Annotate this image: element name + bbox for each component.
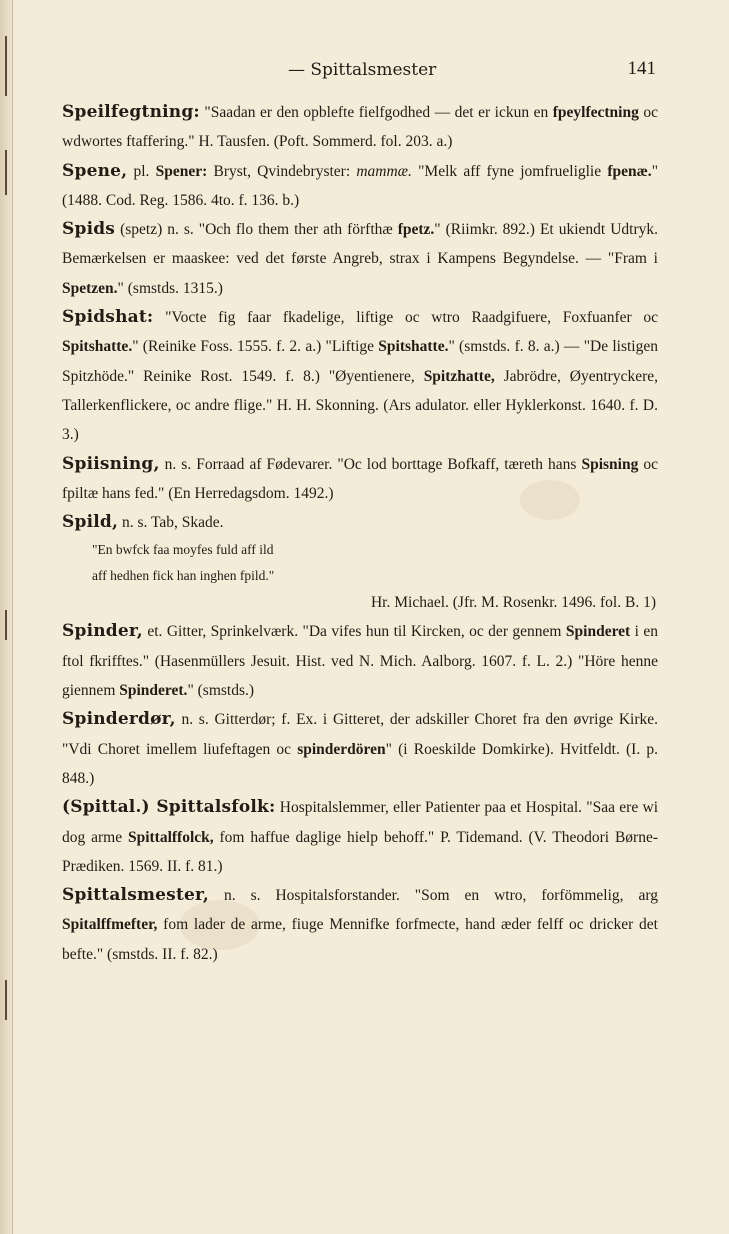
- entry-headword: Spidshat:: [62, 307, 154, 328]
- entry-text: n. s. Tab, Skade.: [118, 514, 224, 532]
- dictionary-entry: [62, 617, 658, 705]
- dictionary-entry: [62, 508, 658, 537]
- entry-headword: Spids: [62, 219, 116, 240]
- entry-headword: Speilfegtning:: [62, 102, 200, 122]
- entry-text: n. s. Gitterdør; f. Ex. i Gitteret, der adskiller Choret fra den øvrige Kirke. "Vdi Choret imellem liufeftagen oc: [62, 711, 658, 758]
- entry-text: "Vocte fig faar fkadelige, liftige oc wtro Raadgifuere, Foxfuanfer oc: [153, 309, 658, 327]
- italic-term: mammæ.: [356, 162, 412, 180]
- emphasized-citation: Spetzen.: [62, 279, 118, 297]
- page-binding-edge: [0, 0, 13, 1234]
- dictionary-entry: [62, 215, 658, 303]
- entry-text: Bryst, Qvindebryster:: [207, 162, 357, 180]
- verse-quote-line: "En bwfck faa moyfes fuld aff ild: [92, 542, 274, 558]
- quote-source: Hr. Michael. (Jfr. M. Rosenkr. 1496. fol. B. 1): [370, 594, 656, 612]
- verse-quote-line: aff hedhen fick han inghen fpild.": [92, 568, 275, 584]
- entry-text: et. Gitter, Sprinkelværk. "Da vifes hun til Kircken, oc der gennem: [142, 623, 566, 641]
- entry-text: Hospitalslemmer, eller Patienter paa et Hospital. "Saa ere wi dog arme: [62, 799, 658, 846]
- page-header: [66, 58, 658, 84]
- entry-text: Jabrödre, Øyentryckere, Tallerkenflickere, oc andre flige." H. H. Skonning. (Ars adulator. eller Hyklerkonst. 1640. f. D. 3.): [62, 367, 658, 444]
- entry-text: n. s. Hospitalsforstander. "Som en wtro, forfömmelig, arg: [209, 887, 658, 905]
- entry-text: fom haffue daglige hielp behoff." P. Tidemand. (V. Theodori Børne-Prædiken. 1569. II. f. 81.): [62, 828, 658, 875]
- entry-text: " (smstds. f. 8. a.) — "De listigen Spitzhöde." Reinike Rost. 1549. f. 8.) "Øyentienere,: [62, 338, 658, 385]
- entry-headword: Spene,: [62, 160, 128, 181]
- entry-text: " (i Roeskilde Domkirke). Hvitfeldt. (I. p. 848.): [62, 740, 658, 787]
- entry-text: oc wdwortes ftaffering." H. Tausfen. (Poft. Sommerd. fol. 203. a.): [62, 104, 658, 151]
- emphasized-citation: Spitshatte.: [378, 338, 449, 356]
- dictionary-entry: [62, 793, 658, 881]
- dictionary-entry: [62, 303, 658, 449]
- entry-text: oc fpiltæ hans fed." (En Herredagsdom. 1492.): [62, 455, 658, 502]
- entry-text: "Saadan er den opblefte fielfgodhed — det er ickun en: [199, 104, 553, 121]
- entry-headword: Spiisning,: [62, 453, 160, 474]
- emphasized-citation: spinderdören: [297, 740, 386, 758]
- entry-text: (spetz) n. s. "Och flo them ther ath förfthæ: [115, 221, 398, 239]
- emphasized-citation: Spitshatte.: [62, 338, 133, 356]
- emphasized-citation: Spinderet: [565, 623, 631, 641]
- running-head: — Spittalsmester: [288, 60, 437, 80]
- dictionary-entry: [62, 450, 658, 509]
- entry-text: "Melk aff fyne jomfrueliglie: [411, 162, 608, 180]
- emphasized-citation: fpetz.: [397, 221, 435, 239]
- entry-text: " (1488. Cod. Reg. 1586. 4to. f. 136. b.): [62, 162, 659, 209]
- entry-text: pl.: [127, 162, 156, 180]
- entry-headword: Spinder,: [62, 621, 143, 642]
- emphasized-citation: Spittalffolck,: [127, 828, 214, 846]
- entry-headword: Spittalsmester,: [62, 885, 210, 906]
- dictionary-entry: [62, 881, 658, 969]
- entry-text: " (Riimkr. 892.) Et ukiendt Udtryk. Bemærkelsen er maaskee: ved det første Angreb, strax i Kampens Begyndelse. — "Fram i: [62, 221, 658, 268]
- entry-text: fom lader de arme, fiuge Mennifke forfmecte, hand æder felff oc dricker det befte." (smstds. II. f. 82.): [62, 916, 658, 963]
- entry-headword: Spinderdør,: [62, 709, 176, 730]
- entry-text: i en ftol fkrifftes." (Hasenmüllers Jesuit. Hist. ved N. Mich. Aalborg. 1607. f. L. 2.) "Höre henne giennem: [62, 623, 659, 700]
- emphasized-citation: fpeylfectning: [552, 104, 639, 121]
- page-number: 141: [627, 58, 656, 79]
- emphasized-citation: Spitalffmefter,: [62, 916, 158, 934]
- dictionary-entry: [62, 705, 658, 793]
- emphasized-citation: fpenæ.: [607, 162, 652, 180]
- emphasized-citation: Spitzhatte,: [423, 367, 495, 385]
- entry-headword: (Spittal.) Spittalsfolk:: [62, 797, 276, 818]
- emphasized-citation: Spisning: [581, 455, 639, 473]
- entry-text: " (smstds. 1315.): [117, 279, 223, 297]
- dictionary-entry: [62, 157, 658, 216]
- entry-text: n. s. Forraad af Fødevarer. "Oc lod borttage Bofkaff, tæreth hans: [159, 455, 582, 473]
- dictionary-entries: [62, 98, 658, 969]
- emphasized-citation: Spinderet.: [119, 682, 188, 700]
- entry-text: " (Reinike Foss. 1555. f. 2. a.) "Liftige: [132, 338, 379, 356]
- dictionary-entry: [62, 98, 658, 157]
- entry-headword: Spild,: [62, 512, 119, 533]
- emphasized-citation: Spener:: [155, 162, 208, 180]
- entry-text: " (smstds.): [187, 682, 255, 700]
